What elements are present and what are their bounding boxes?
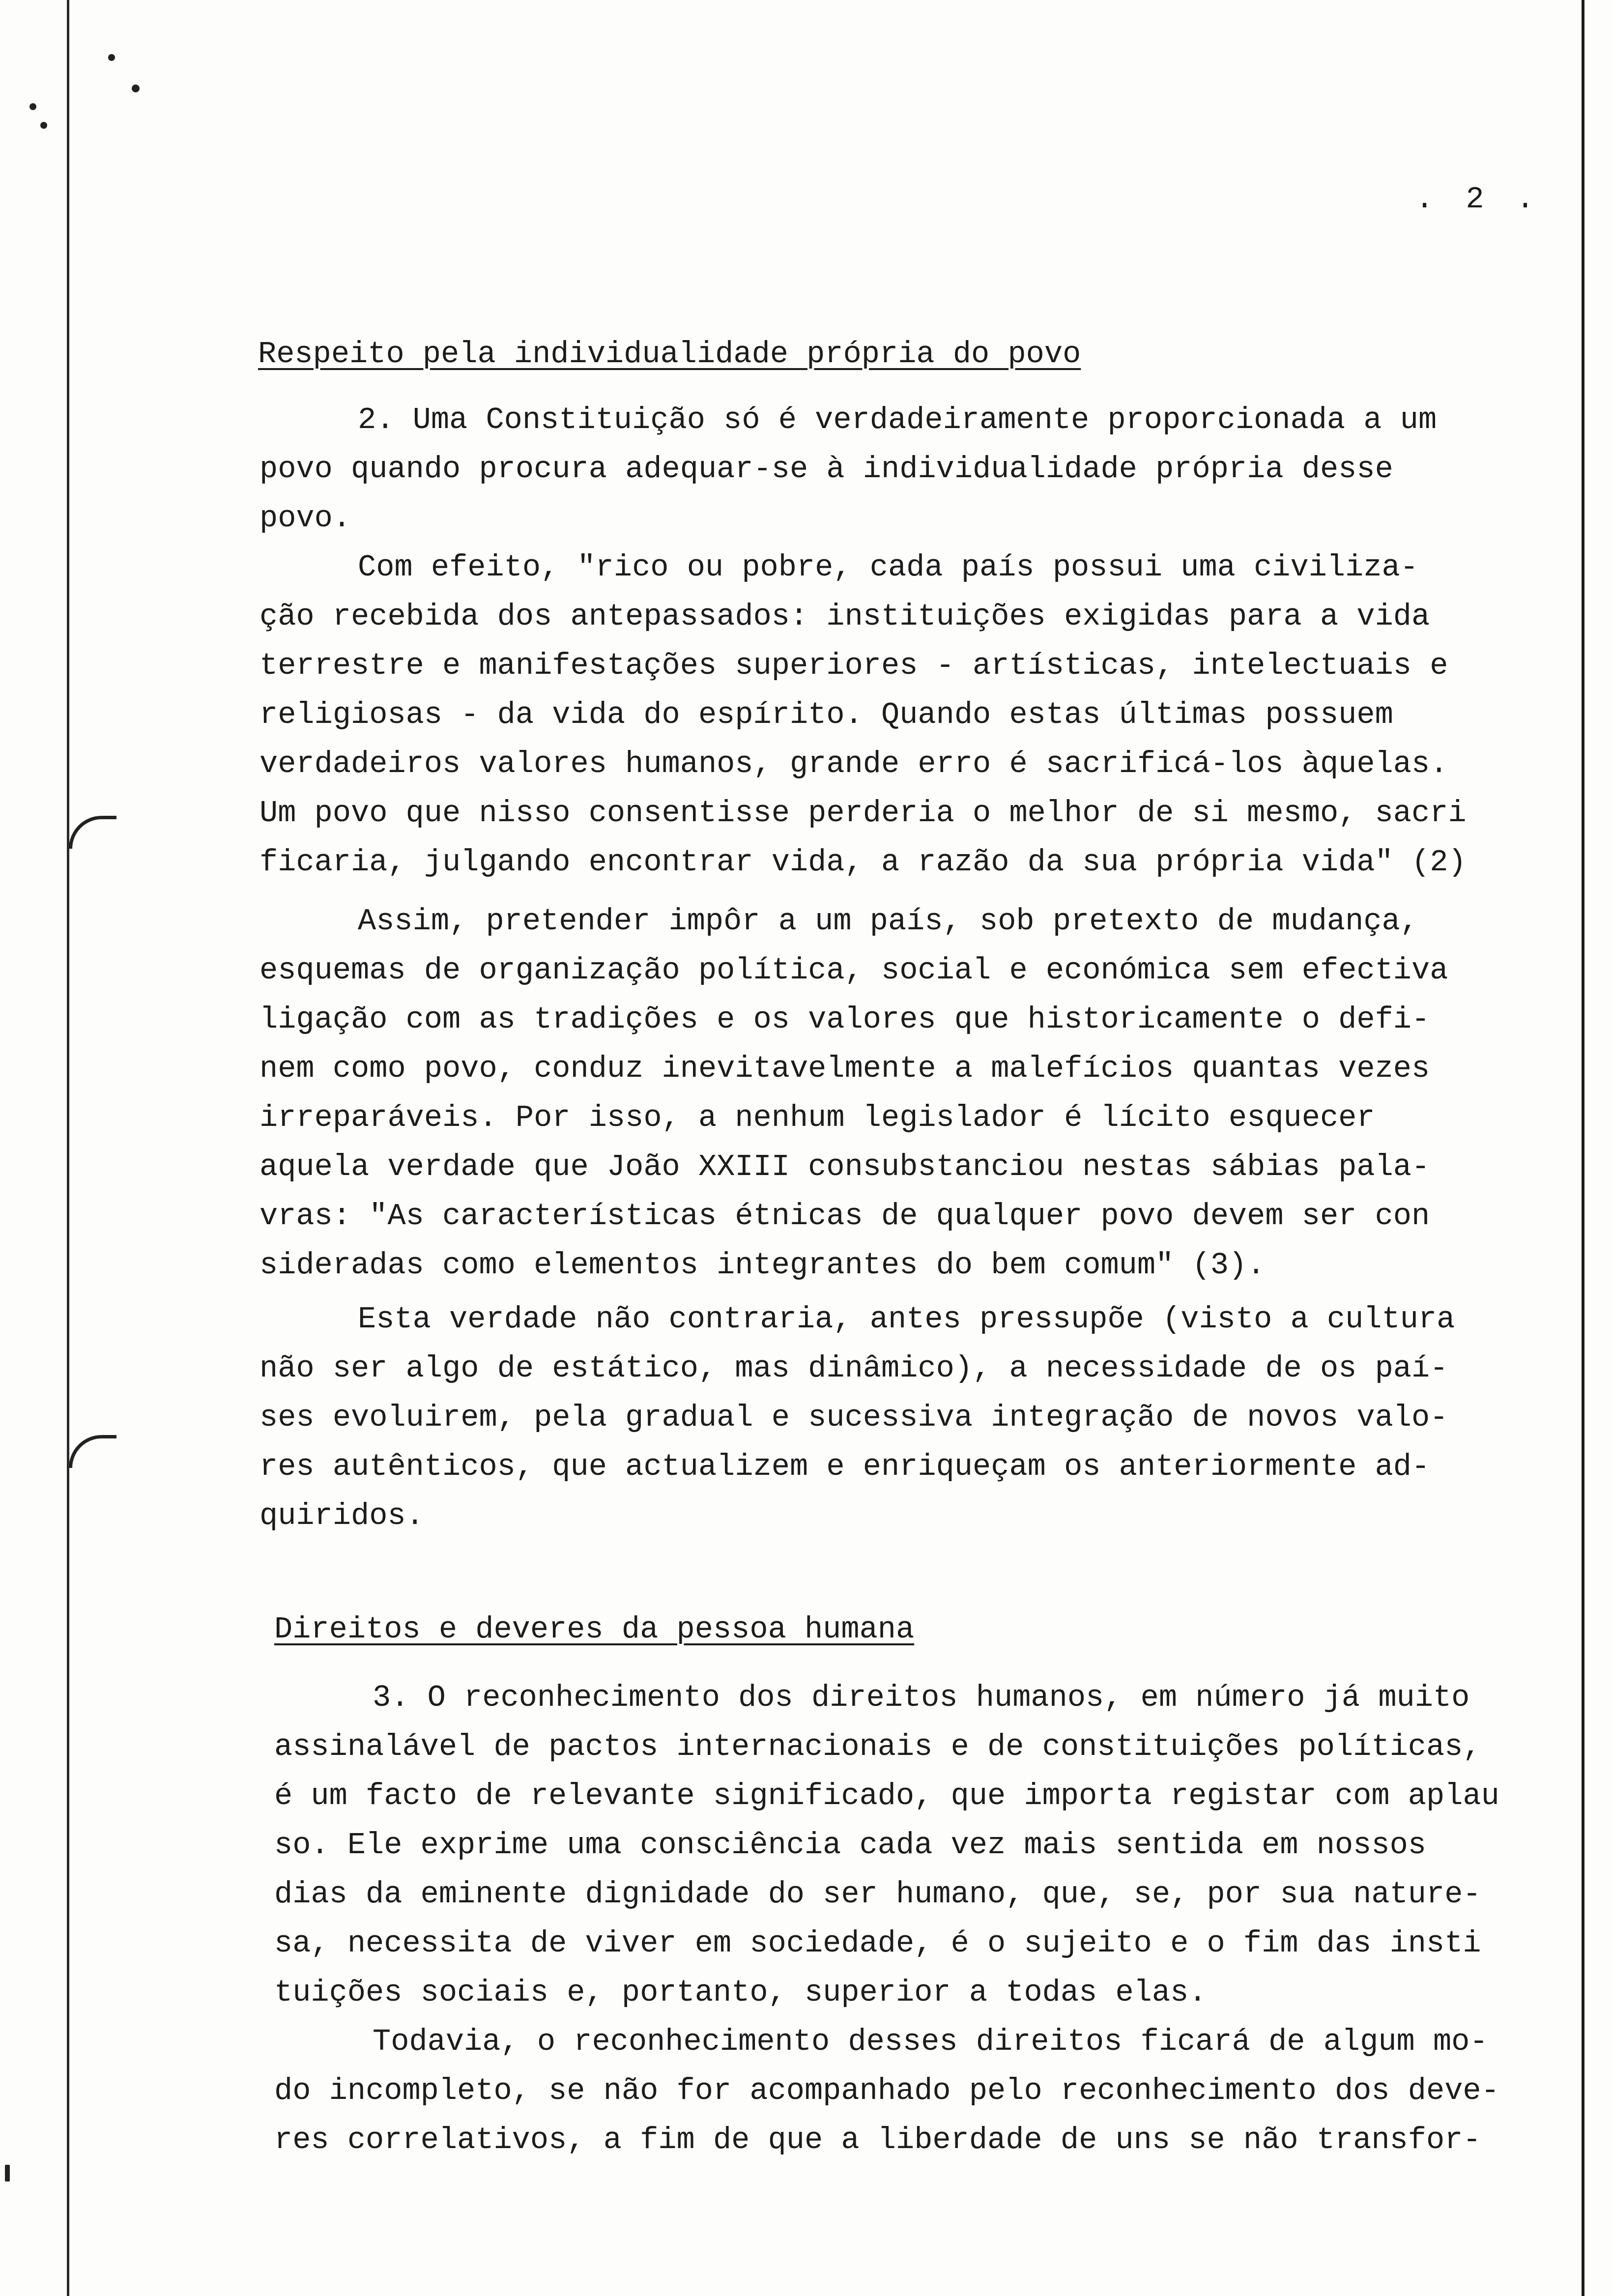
text-line: sideradas como elementos integrantes do bem comum" (3).	[259, 1248, 1266, 1283]
text-line: 2. Uma Constituição só é verdadeiramente proporcionada a um	[358, 402, 1437, 437]
text-line: Esta verdade não contraria, antes pressupõe (visto a cultura	[358, 1302, 1455, 1337]
text-line: não ser algo de estático, mas dinâmico), a necessidade de os paí-	[259, 1351, 1448, 1386]
page-number: . 2 .	[1415, 182, 1542, 217]
ink-speck	[108, 54, 115, 61]
text-line: assinalável de pactos internacionais e de constituições políticas,	[274, 1729, 1481, 1764]
text-line: verdadeiros valores humanos, grande erro é sacrificá-los àquelas.	[259, 746, 1448, 781]
text-line: Todavia, o reconhecimento desses direitos ficará de algum mo-	[373, 2024, 1488, 2059]
text-line: esquemas de organização política, social e económica sem efectiva	[259, 953, 1448, 988]
ink-speck	[29, 103, 36, 110]
text-line: so. Ele exprime uma consciência cada vez mais sentida em nossos	[274, 1828, 1426, 1863]
text-line: terrestre e manifestações superiores - artísticas, intelectuais e	[259, 648, 1448, 683]
left-margin-rule	[67, 0, 69, 2296]
text-line: tuições sociais e, portanto, superior a todas elas.	[274, 1975, 1207, 2010]
text-line: quiridos.	[259, 1498, 424, 1533]
text-line: ligação com as tradições e os valores que historicamente o defi-	[259, 1002, 1430, 1037]
text-line: Com efeito, "rico ou pobre, cada país possui uma civiliza-	[358, 550, 1418, 585]
text-line: ção recebida dos antepassados: instituições exigidas para a vida	[259, 599, 1430, 634]
text-line: vras: "As características étnicas de qualquer povo devem ser con	[259, 1199, 1430, 1234]
text-line: aquela verdade que João XXIII consubstanciou nestas sábias pala-	[259, 1149, 1430, 1184]
text-line: povo.	[259, 501, 351, 536]
text-line: 3. O reconhecimento dos direitos humanos, em número já muito	[373, 1680, 1470, 1715]
text-line: religiosas - da vida do espírito. Quando estas últimas possuem	[259, 697, 1393, 732]
text-line: irreparáveis. Por isso, a nenhum legislador é lícito esquecer	[259, 1100, 1375, 1135]
text-line: do incompleto, se não for acompanhado pelo reconhecimento dos deve-	[274, 2073, 1499, 2108]
text-line: ficaria, julgando encontrar vida, a razão da sua própria vida" (2)	[259, 845, 1467, 880]
right-margin-rule	[1582, 0, 1584, 2296]
ink-speck	[5, 2165, 10, 2181]
text-line: povo quando procura adequar-se à individualidade própria desse	[259, 452, 1393, 487]
text-line: res correlativos, a fim de que a liberdade de uns se não transfor-	[274, 2123, 1481, 2157]
text-line: dias da eminente dignidade do ser humano, que, se, por sua nature-	[274, 1877, 1481, 1912]
section-heading: Direitos e deveres da pessoa humana	[274, 1612, 915, 1647]
punch-hole-mark	[69, 816, 116, 849]
text-line: Um povo que nisso consentisse perderia o melhor de si mesmo, sacri	[259, 796, 1467, 831]
text-line: é um facto de relevante significado, que importa registar com aplau	[274, 1779, 1499, 1813]
text-line: res autênticos, que actualizem e enriqueçam os anteriormente ad-	[259, 1449, 1430, 1484]
punch-hole-mark	[69, 1435, 116, 1468]
text-line: ses evoluirem, pela gradual e sucessiva integração de novos valo-	[259, 1400, 1448, 1435]
section-heading: Respeito pela individualidade própria do povo	[258, 337, 1081, 372]
text-line: nem como povo, conduz inevitavelmente a malefícios quantas vezes	[259, 1051, 1430, 1086]
text-line: Assim, pretender impôr a um país, sob pretexto de mudança,	[358, 904, 1418, 939]
text-line: sa, necessita de viver em sociedade, é o sujeito e o fim das insti	[274, 1926, 1481, 1961]
ink-speck	[132, 85, 140, 92]
ink-speck	[40, 122, 47, 129]
